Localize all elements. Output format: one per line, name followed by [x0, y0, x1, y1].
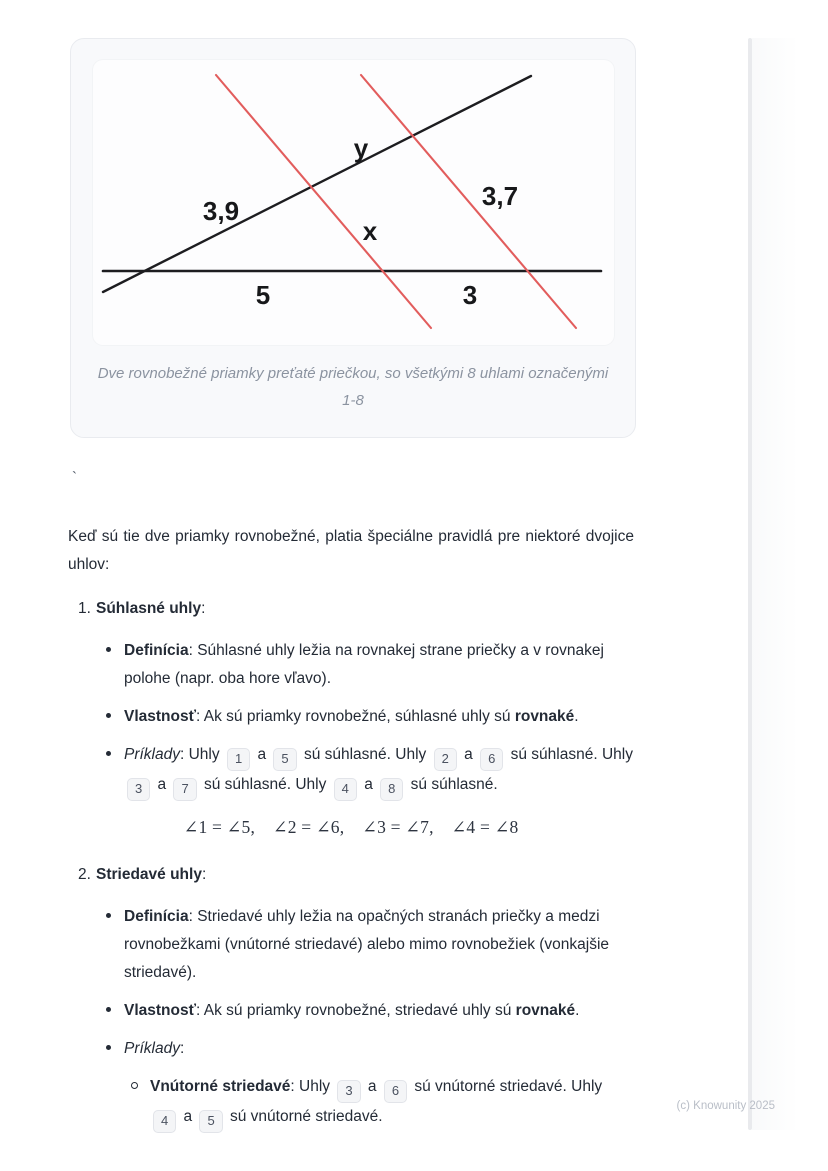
- list-item-text: Vlastnosť: Ak sú priamky rovnobežné, súhlasné uhly sú rovnaké.: [124, 708, 579, 725]
- list-item: [68, 1035, 634, 1063]
- bullet-icon: [106, 903, 124, 987]
- item-title: Súhlasné uhly:: [96, 600, 206, 617]
- label-y: y: [353, 133, 369, 163]
- angle-equality-formula: ∠1 = ∠5, ∠2 = ∠6, ∠3 = ∠7, ∠4 = ∠8: [183, 817, 519, 837]
- intro-paragraph: Keď sú tie dve priamky rovnobežné, platia špeciálne pravidlá pre niektoré dvojice uhlov:: [68, 528, 634, 573]
- disc-marker-icon: [106, 647, 111, 652]
- page-edge-rail: [748, 38, 752, 1130]
- disc-marker-icon: [106, 713, 111, 718]
- list-item: [68, 903, 634, 987]
- diagram-panel: [93, 60, 614, 345]
- italic-text: Príklady: [124, 746, 180, 763]
- numbered-list: [68, 595, 634, 1133]
- figure-caption: [71, 360, 635, 414]
- label-x: x: [362, 216, 378, 246]
- document-body: [68, 523, 634, 1143]
- circle-marker-icon: [131, 1082, 138, 1089]
- item-title-bold: Súhlasné uhly: [96, 600, 202, 617]
- list-item-text: Vlastnosť: Ak sú priamky rovnobežné, striedavé uhly sú rovnaké.: [124, 1002, 580, 1019]
- angle-number-chip: 4: [334, 778, 357, 801]
- disc-marker-icon: [106, 1045, 111, 1050]
- bullet-icon: [106, 703, 124, 731]
- disc-marker-icon: [106, 751, 111, 756]
- angle-number-chip: 5: [273, 748, 296, 771]
- angle-number-chip: 3: [127, 778, 150, 801]
- figure-caption-line2: 1-8: [342, 392, 364, 409]
- italic-text: Príklady: [124, 1040, 180, 1057]
- bold-text: Vlastnosť: [124, 1002, 197, 1019]
- numbered-item-header: [68, 861, 634, 889]
- parallel-line-red-left: [216, 75, 431, 328]
- figure-card: [70, 38, 636, 438]
- angle-number-chip: 7: [173, 778, 196, 801]
- list-item: [68, 703, 634, 731]
- angle-number-chip: 6: [384, 1080, 407, 1103]
- list-item: [68, 637, 634, 693]
- list-item-text: Definícia: Striedavé uhly ležia na opačných stranách priečky a medzi rovnobežkami (vnútorné striedavé) alebo mimo rovnobežiek (vonkajšie striedavé).: [124, 908, 610, 981]
- disc-marker-icon: [106, 913, 111, 918]
- list-item: [68, 741, 634, 801]
- list-item-text: Definícia: Súhlasné uhly ležia na rovnakej strane priečky a v rovnakej polohe (napr. oba hore vľavo).: [124, 642, 604, 687]
- bold-text: Definícia: [124, 908, 189, 925]
- label-5: 5: [255, 280, 271, 310]
- copyright-watermark: (c) Knowunity 2025: [676, 1100, 775, 1112]
- bullet-icon: [106, 741, 124, 801]
- label-3-7: 3,7: [481, 181, 519, 211]
- numbered-item-header: [68, 595, 634, 623]
- sub-bullet-icon: [131, 1073, 150, 1133]
- bullet-icon: [106, 997, 124, 1025]
- list-item-text: Príklady:: [124, 1040, 185, 1057]
- angle-number-chip: 2: [434, 748, 457, 771]
- item-title: Striedavé uhly:: [96, 866, 207, 883]
- angle-number-chip: 1: [227, 748, 250, 771]
- list-item-text: Príklady: Uhly 1 a 5 sú súhlasné. Uhly 2 a 6 sú súhlasné. Uhly 3 a 7 sú súhlasné. Uhly 4 a 8 sú súhlasné.: [124, 741, 634, 801]
- list-item: [68, 997, 634, 1025]
- parallel-lines-diagram: [93, 60, 614, 345]
- label-3-9: 3,9: [202, 196, 240, 226]
- angle-number-chip: 4: [153, 1110, 176, 1133]
- item-title-bold: Striedavé uhly: [96, 866, 202, 883]
- angle-number-chip: 6: [480, 748, 503, 771]
- page-edge-shade: [752, 38, 810, 1130]
- bold-text: Definícia: [124, 642, 189, 659]
- disc-marker-icon: [106, 1007, 111, 1012]
- angle-number-chip: 3: [337, 1080, 360, 1103]
- transversal-line-black: [103, 76, 531, 292]
- bold-text: Vnútorné striedavé: [150, 1078, 291, 1095]
- item-number: 1.: [78, 600, 91, 617]
- figure-caption-line1: Dve rovnobežné priamky preťaté priečkou, so všetkými 8 uhlami označenými: [97, 365, 609, 382]
- angle-number-chip: 8: [380, 778, 403, 801]
- bold-text: rovnaké: [514, 708, 575, 725]
- item-number: 2.: [78, 866, 91, 883]
- list-item-text: Vnútorné striedavé: Uhly 3 a 6 sú vnútorné striedavé. Uhly 4 a 5 sú vnútorné striedavé.: [150, 1073, 634, 1133]
- bold-text: Vlastnosť: [124, 708, 197, 725]
- bullet-icon: [106, 1035, 124, 1063]
- bold-text: rovnaké: [515, 1002, 576, 1019]
- label-3: 3: [462, 280, 478, 310]
- stray-backtick: `: [72, 469, 77, 486]
- sub-list-item: [68, 1073, 634, 1133]
- bullet-icon: [106, 637, 124, 693]
- angle-number-chip: 5: [199, 1110, 222, 1133]
